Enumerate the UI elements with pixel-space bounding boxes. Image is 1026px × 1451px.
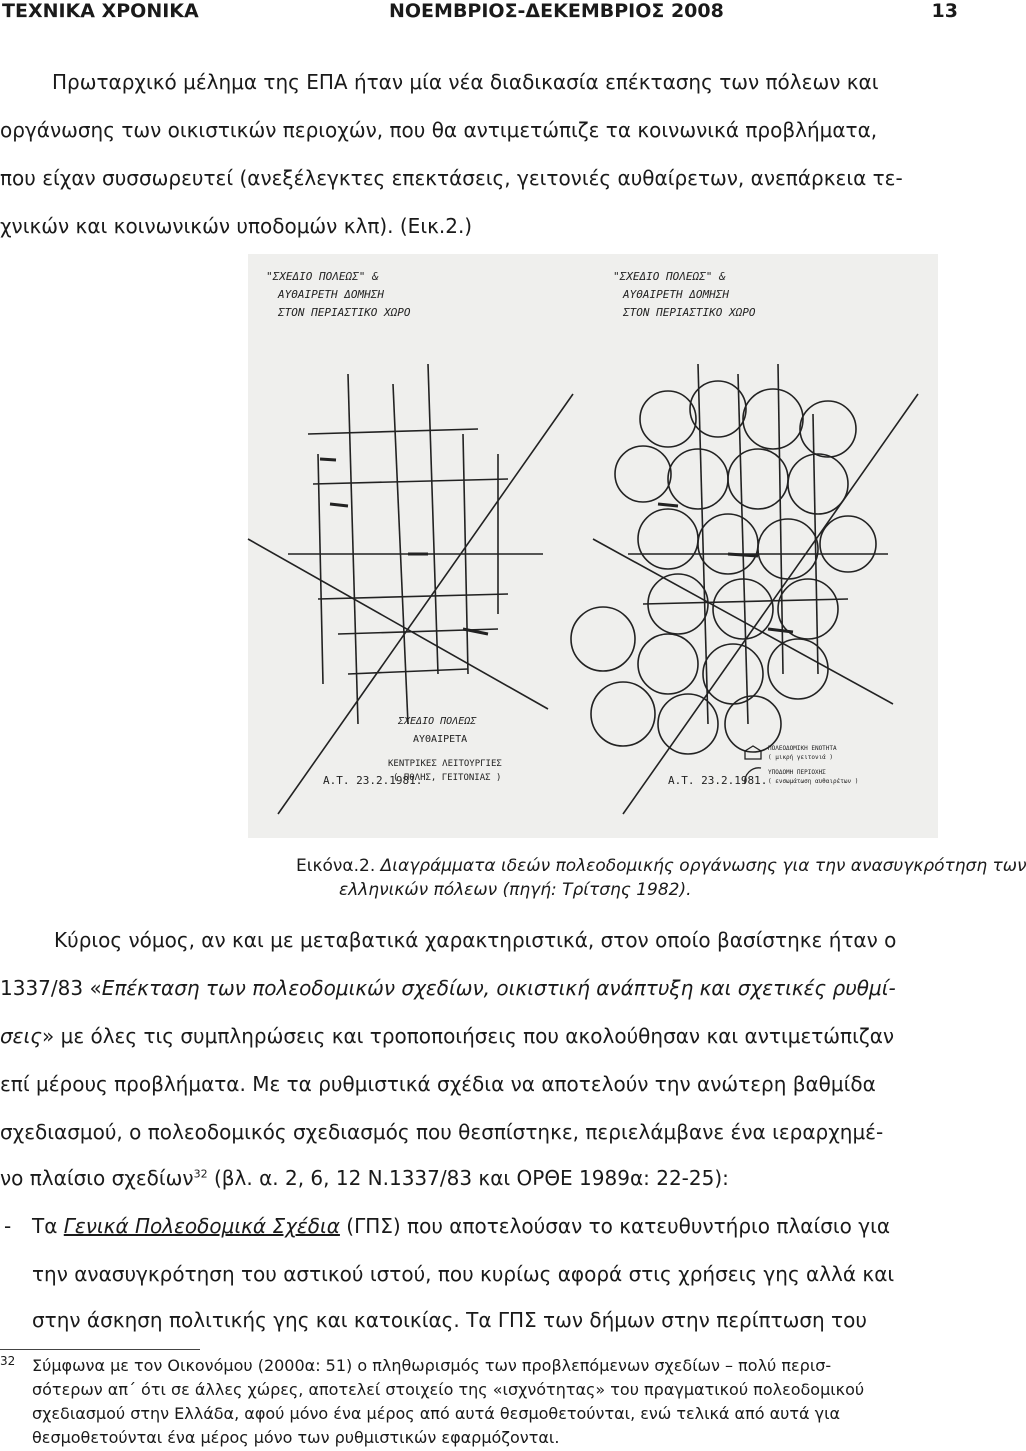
left-sketch-title-3: ΣΤΟΝ ΠΕΡΙΑΣΤΙΚΟ ΧΩΡΟ [278,306,411,319]
body-line-2-start: 1337/83 « [0,976,102,1000]
intro-line-3: που είχαν συσσωρευτεί (ανεξέλεγκτες επεκτάσεις, γειτονιές αυθαίρετων, ανεπάρκεια τε- [0,166,903,190]
right-legend-4: ( ενσωμάτωση αυθαιρέτων ) [768,778,859,785]
figure-diagrams [248,254,938,838]
footnote-line-1: Σύμφωνα με τον Οικονόμου (2000α: 51) ο πληθωρισμός των προβλεπόμενων σχεδίων – πολύ περισ- [32,1356,832,1375]
footnote-line-4: θεσμοθετούνται ένα μέρος μόνο των ρυθμιστικών εφαρμόζονται. [32,1428,560,1447]
body-line-6-start: νο πλαίσιο σχεδίων [0,1166,194,1190]
right-legend-3: ΥΠΟΔΟΜΗ ΠΕΡΙΟΧΗΣ [768,769,826,776]
law-title-part-2: σεις [0,1024,42,1048]
footnote-line-3: σχεδιασμού στην Ελλάδα, αφού μόνο ένα μέρος από αυτά θεσμοθετούνται, ενώ τελικά από αυτά για [32,1404,841,1423]
sketch-drawings [248,254,938,838]
right-sketch-title-1: "ΣΧΕΔΙΟ ΠΟΛΕΩΣ" & [613,270,726,283]
left-legend-2: ΑΥΘΑΙΡΕΤΑ [413,734,468,745]
footnote-number: 32 [0,1354,16,1368]
intro-line-1: Πρωταρχικό μέλημα της ΕΠΑ ήταν μία νέα διαδικασία επέκτασης των πόλεων και [52,70,879,94]
body-line-6 [0,1166,729,1190]
left-sketch-signature: Α.Τ. 23.2.1981. [323,774,423,787]
intro-line-2: οργάνωσης των οικιστικών περιοχών, που θα αντιμετώπιζε τα κοινωνικά προβλήματα, [0,118,878,142]
right-sketch-signature: Α.Τ. 23.2.1981. [668,774,768,787]
footnote-rule [0,1349,200,1350]
page-header [0,0,960,22]
footnote-ref-32[interactable]: 32 [193,1167,208,1181]
issue-date: ΝΟΕΜΒΡΙΟΣ-ΔΕΚΕΜΒΡΙΟΣ 2008 [389,0,724,22]
caption-text-line-1: Διαγράμματα ιδεών πολεοδομικής οργάνωσης για την ανασυγκρότηση των [380,856,1026,876]
bullet-line-1-start: Τα [32,1214,64,1238]
page-number: 13 [931,0,958,22]
caption-label: Εικόνα.2. [296,856,376,876]
right-legend-1: ΠΟΛΕΟΔΟΜΙΚΗ ΕΝΟΤΗΤΑ [768,745,837,752]
law-title-part-1: Επέκταση των πολεοδομικών σχεδίων, οικιστική ανάπτυξη και σχετικές ρυθμί- [101,976,896,1000]
caption-text-line-2: ελληνικών πόλεων (πηγή: Τρίτσης 1982). [339,880,692,900]
left-legend-1: ΣΧΕΔΙΟ ΠΟΛΕΩΣ [398,716,477,727]
right-sketch-title-2: ΑΥΘΑΙΡΕΤΗ ΔΟΜΗΣΗ [623,288,729,301]
body-line-2 [0,976,896,1000]
footnote-line-2: σότερων απ΄ ότι σε άλλες χώρες, αποτελεί στοιχείο της «ισχνότητας» του πραγματικού πολεοδομικού [32,1380,865,1399]
bullet-line-1-rest: (ΓΠΣ) που αποτελούσαν το κατευθυντήριο πλαίσιο για [339,1214,891,1238]
left-legend-4: ( ΠΟΛΗΣ, ΓΕΙΤΟΝΙΑΣ ) [393,773,502,783]
intro-line-4: χνικών και κοινωνικών υποδομών κλπ). (Εικ.2.) [0,214,473,238]
body-line-3-rest: » με όλες τις συμπληρώσεις και τροποποιήσεις που ακολούθησαν και αντιμετώπιζαν [42,1024,895,1048]
left-legend-3: ΚΕΝΤΡΙΚΕΣ ΛΕΙΤΟΥΡΓΙΕΣ [388,759,502,769]
bullet-line-1 [32,1214,890,1238]
bullet-line-2: την ανασυγκρότηση του αστικού ιστού, που κυρίως αφορά στις χρήσεις γης αλλά και [32,1262,895,1286]
body-line-3 [0,1024,894,1048]
right-legend-2: ( μικρή γειτονιά ) [768,754,834,761]
right-sketch-title-3: ΣΤΟΝ ΠΕΡΙΑΣΤΙΚΟ ΧΩΡΟ [623,306,756,319]
bullet-dash: - [4,1214,12,1238]
body-line-1: Κύριος νόμος, αν και με μεταβατικά χαρακτηριστικά, στον οποίο βασίστηκε ήταν ο [54,928,897,952]
left-sketch-title-2: ΑΥΘΑΙΡΕΤΗ ΔΟΜΗΣΗ [278,288,384,301]
body-line-4: επί μέρους προβλήματα. Με τα ρυθμιστικά σχέδια να αποτελούν την ανώτερη βαθμίδα [0,1072,876,1096]
bullet-line-3: στην άσκηση πολιτικής γης και κατοικίας. Τα ΓΠΣ των δήμων στην περίπτωση του [32,1308,867,1332]
body-line-6-rest: (βλ. α. 2, 6, 12 Ν.1337/83 και ΟΡΘΕ 1989α: 22-25): [207,1166,729,1190]
right-sketch [571,270,918,814]
gps-term: Γενικά Πολεοδομικά Σχέδια [63,1214,340,1238]
left-sketch-title-1: "ΣΧΕΔΙΟ ΠΟΛΕΩΣ" & [266,270,379,283]
body-line-5: σχεδιασμού, ο πολεοδομικός σχεδιασμός που θεσπίστηκε, περιελάμβανε ένα ιεραρχημέ- [0,1120,884,1144]
left-sketch [248,270,573,814]
journal-title: ΤΕΧΝΙΚΑ ΧΡΟΝΙΚΑ [2,0,199,22]
